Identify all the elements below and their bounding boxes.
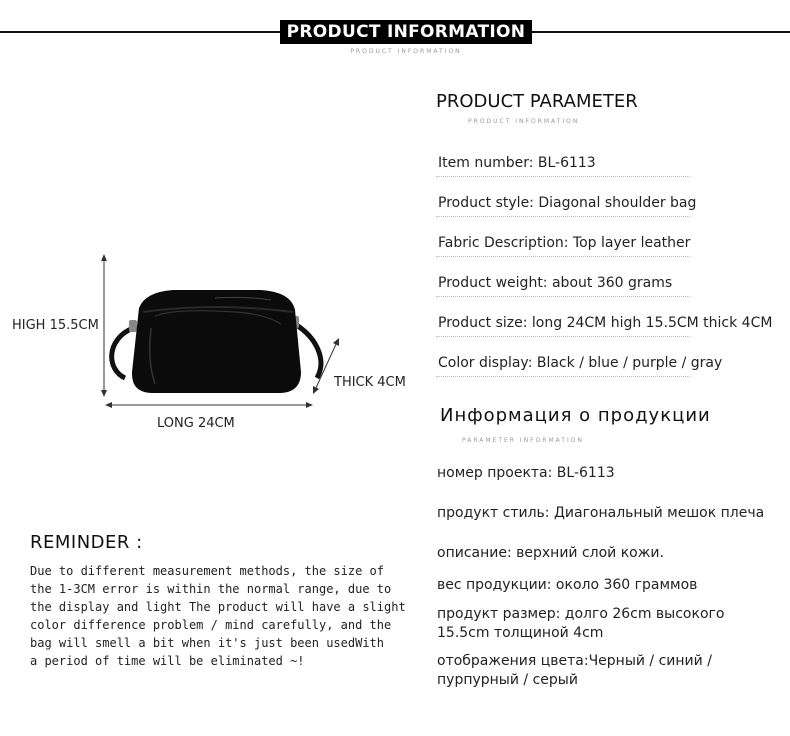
reminder-line: bag will smell a bit when it's just been usedWith	[30, 636, 385, 650]
reminder-line: color difference problem / mind carefully, and the	[30, 618, 392, 632]
parameter-title: PRODUCT PARAMETER	[436, 91, 638, 112]
reminder-line: the display and light The product will have a slight	[30, 600, 406, 614]
divider	[436, 376, 690, 377]
ru-weight: вес продукции: около 360 граммов	[437, 577, 698, 593]
divider	[436, 336, 690, 337]
divider	[436, 256, 690, 257]
param-fabric: Fabric Description: Top layer leather	[438, 235, 691, 251]
param-colors: Color display: Black / blue / purple / gray	[438, 355, 723, 371]
divider	[436, 296, 690, 297]
divider	[436, 176, 690, 177]
parameter-subtitle: PRODUCT INFORMATION	[468, 118, 580, 125]
dim-thick-label: THICK 4CM	[334, 375, 406, 390]
russian-subtitle: PARAMETER INFORMATION	[462, 437, 584, 444]
ru-style: продукт стиль: Диагональный мешок плеча	[437, 505, 765, 521]
param-weight: Product weight: about 360 grams	[438, 275, 673, 291]
dim-long-label: LONG 24CM	[157, 416, 235, 431]
reminder-line: a period of time will be eliminated ~!	[30, 654, 305, 668]
ru-size: продукт размер: долго 26cm высокого 15.5cm толщиной 4cm	[437, 606, 725, 641]
page-subtitle: PRODUCT INFORMATION	[350, 48, 462, 55]
param-size: Product size: long 24CM high 15.5CM thick 4CM	[438, 315, 773, 331]
bag-image	[95, 250, 425, 450]
reminder-text	[30, 562, 406, 670]
reminder-line: the 1-3CM error is within the normal range, due to	[30, 582, 392, 596]
dim-high-label: HIGH 15.5CM	[12, 318, 99, 333]
reminder-line: Due to different measurement methods, the size of	[30, 564, 385, 578]
param-style: Product style: Diagonal shoulder bag	[438, 195, 697, 211]
russian-title: Информация о продукции	[440, 405, 711, 426]
param-item-number: Item number: BL-6113	[438, 155, 596, 171]
ru-fabric: описание: верхний слой кожи.	[437, 545, 664, 561]
reminder-title: REMINDER :	[30, 532, 143, 553]
ru-colors: отображения цвета:Черный / синий / пурпурный / серый	[437, 653, 712, 688]
page-title: PRODUCT INFORMATION	[280, 20, 532, 44]
ru-item-number: номер проекта: BL-6113	[437, 465, 615, 481]
divider	[436, 216, 690, 217]
